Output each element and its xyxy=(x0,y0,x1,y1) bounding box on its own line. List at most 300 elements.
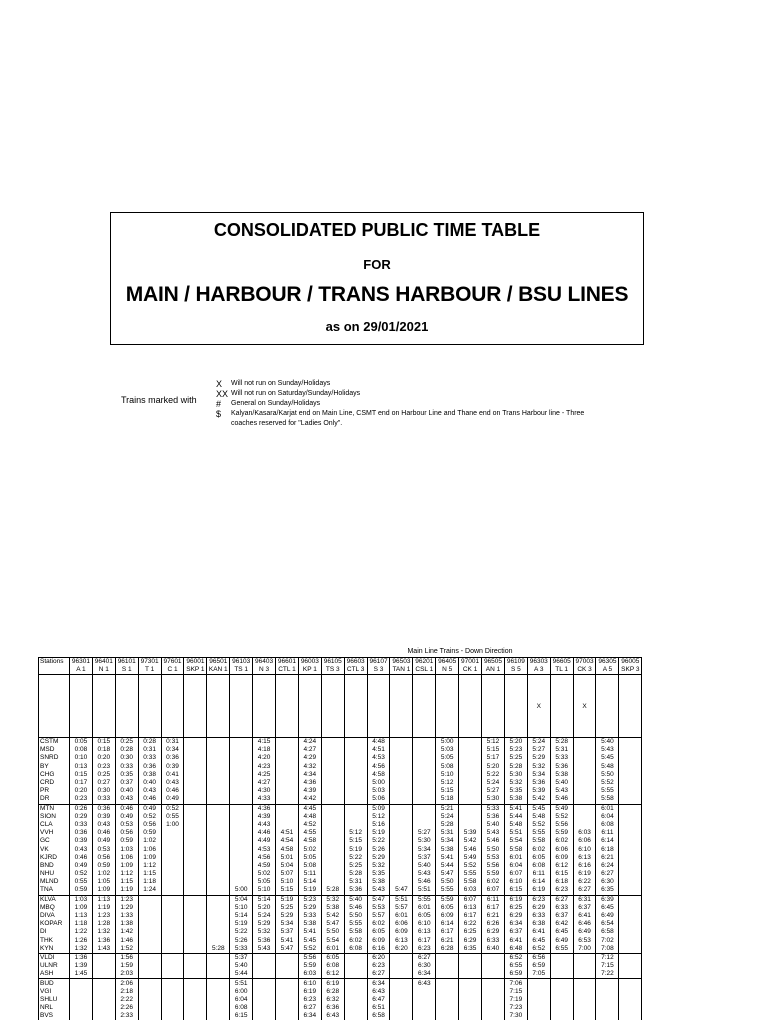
train-code: S 3 xyxy=(367,666,390,675)
time-cell: 0:30 xyxy=(115,754,138,762)
time-cell: 5:38 xyxy=(321,904,344,912)
time-cell: 5:20 xyxy=(482,763,505,771)
time-cell xyxy=(344,962,367,970)
time-cell xyxy=(459,996,482,1004)
time-cell xyxy=(344,953,367,962)
time-cell: 4:48 xyxy=(298,813,321,821)
time-cell: 5:14 xyxy=(298,878,321,886)
time-cell: 5:57 xyxy=(367,912,390,920)
time-cell: 6:54 xyxy=(596,920,619,928)
time-cell: 6:12 xyxy=(550,862,573,870)
train-code: SKP 1 xyxy=(184,666,207,675)
time-cell: 0:10 xyxy=(70,754,93,762)
train-mark xyxy=(504,675,527,738)
time-cell: 6:48 xyxy=(504,945,527,954)
time-cell: 7:23 xyxy=(504,1004,527,1012)
time-cell xyxy=(413,771,436,779)
table-row xyxy=(39,787,642,795)
time-cell xyxy=(161,870,184,878)
time-cell xyxy=(344,754,367,762)
time-cell: 6:29 xyxy=(504,912,527,920)
time-cell: 6:11 xyxy=(527,870,550,878)
time-cell xyxy=(390,795,413,804)
time-cell: 6:10 xyxy=(504,878,527,886)
time-cell: 6:10 xyxy=(413,920,436,928)
time-cell xyxy=(207,804,230,813)
station-name: DR xyxy=(39,795,70,804)
table-row xyxy=(39,878,642,886)
train-code: A 1 xyxy=(70,666,93,675)
time-cell xyxy=(207,996,230,1004)
train-mark xyxy=(344,675,367,738)
table-row xyxy=(39,837,642,845)
time-cell xyxy=(413,779,436,787)
time-cell: 6:17 xyxy=(482,904,505,912)
time-cell: 5:48 xyxy=(504,821,527,829)
time-cell: 0:52 xyxy=(161,804,184,813)
time-cell: 0:46 xyxy=(161,787,184,795)
time-cell: 0:39 xyxy=(92,813,115,821)
time-cell xyxy=(138,928,161,936)
time-cell xyxy=(138,904,161,912)
time-cell xyxy=(390,787,413,795)
time-cell xyxy=(230,746,253,754)
time-cell xyxy=(482,988,505,996)
time-cell: 5:47 xyxy=(390,886,413,895)
time-cell: 5:03 xyxy=(367,787,390,795)
time-cell xyxy=(207,821,230,829)
time-cell: 5:40 xyxy=(596,738,619,747)
time-cell: 5:55 xyxy=(413,895,436,904)
time-cell: 6:01 xyxy=(321,945,344,954)
time-cell: 6:41 xyxy=(504,937,527,945)
time-cell: 4:48 xyxy=(367,738,390,747)
time-cell xyxy=(276,970,299,979)
time-cell: 0:20 xyxy=(92,754,115,762)
time-cell xyxy=(230,854,253,862)
time-cell: 5:54 xyxy=(504,837,527,845)
station-name: VK xyxy=(39,845,70,853)
time-cell xyxy=(92,979,115,988)
time-cell: 6:40 xyxy=(482,945,505,954)
time-cell: 6:31 xyxy=(573,895,596,904)
time-cell: 5:50 xyxy=(482,845,505,853)
time-cell: 5:38 xyxy=(436,845,459,853)
time-cell: 4:29 xyxy=(298,754,321,762)
time-cell: 5:38 xyxy=(504,795,527,804)
time-cell xyxy=(390,996,413,1004)
time-cell xyxy=(573,779,596,787)
time-cell: 0:49 xyxy=(92,837,115,845)
time-cell xyxy=(70,988,93,996)
train-code: TL 1 xyxy=(550,666,573,675)
legend-symbol: XX xyxy=(216,389,229,399)
time-cell xyxy=(161,904,184,912)
time-cell: 6:35 xyxy=(459,945,482,954)
time-cell xyxy=(230,862,253,870)
time-cell: 5:43 xyxy=(253,945,276,954)
time-cell: 5:52 xyxy=(550,813,573,821)
time-cell xyxy=(573,979,596,988)
time-cell: 6:06 xyxy=(550,845,573,853)
time-cell xyxy=(482,1004,505,1012)
time-cell xyxy=(550,1012,573,1020)
station-name: MSD xyxy=(39,746,70,754)
time-cell: 4:27 xyxy=(253,779,276,787)
time-cell: 5:36 xyxy=(527,779,550,787)
time-cell: 6:58 xyxy=(596,928,619,936)
train-mark xyxy=(298,675,321,738)
time-cell xyxy=(321,754,344,762)
time-cell xyxy=(573,738,596,747)
time-cell xyxy=(184,837,207,845)
time-cell: 1:09 xyxy=(115,862,138,870)
time-cell: 6:23 xyxy=(527,895,550,904)
time-cell xyxy=(207,845,230,853)
time-cell: 1:36 xyxy=(70,953,93,962)
time-cell: 5:28 xyxy=(504,763,527,771)
time-cell: 4:15 xyxy=(253,738,276,747)
time-cell: 5:10 xyxy=(230,904,253,912)
train-mark xyxy=(367,675,390,738)
time-cell: 5:55 xyxy=(436,886,459,895)
time-cell: 2:18 xyxy=(115,988,138,996)
train-code: CTL 3 xyxy=(344,666,367,675)
time-cell: 4:27 xyxy=(298,746,321,754)
time-cell xyxy=(184,928,207,936)
time-cell: 6:27 xyxy=(367,970,390,979)
time-cell: 5:28 xyxy=(344,870,367,878)
time-cell: 5:19 xyxy=(230,920,253,928)
time-cell: 5:52 xyxy=(527,821,550,829)
time-cell: 5:43 xyxy=(596,746,619,754)
time-cell: 6:23 xyxy=(367,962,390,970)
time-cell: 5:02 xyxy=(298,845,321,853)
time-cell xyxy=(459,787,482,795)
time-cell: 4:46 xyxy=(253,829,276,837)
time-cell xyxy=(390,837,413,845)
time-cell: 4:39 xyxy=(298,787,321,795)
time-cell xyxy=(527,1004,550,1012)
time-cell: 6:05 xyxy=(527,854,550,862)
time-cell: 5:59 xyxy=(550,829,573,837)
time-cell: 1:06 xyxy=(138,845,161,853)
train-mark xyxy=(390,675,413,738)
train-mark xyxy=(161,675,184,738)
time-cell xyxy=(619,928,642,936)
time-cell: 1:22 xyxy=(70,928,93,936)
time-cell: 5:50 xyxy=(344,912,367,920)
time-cell: 0:18 xyxy=(92,746,115,754)
time-cell: 5:38 xyxy=(367,878,390,886)
time-cell: 6:59 xyxy=(504,970,527,979)
time-cell xyxy=(184,895,207,904)
time-cell xyxy=(527,988,550,996)
time-cell: 5:55 xyxy=(344,920,367,928)
time-cell xyxy=(550,979,573,988)
time-cell: 5:26 xyxy=(230,937,253,945)
train-number: 96105 xyxy=(321,658,344,667)
time-cell xyxy=(482,1012,505,1020)
train-number: 96305 xyxy=(596,658,619,667)
time-cell: 6:04 xyxy=(504,862,527,870)
train-code: C 1 xyxy=(161,666,184,675)
time-cell: 5:32 xyxy=(504,779,527,787)
time-cell: 6:03 xyxy=(298,970,321,979)
legend-symbol: $ xyxy=(216,409,222,419)
time-cell xyxy=(390,979,413,988)
time-cell: 6:52 xyxy=(504,953,527,962)
time-cell: 5:50 xyxy=(596,771,619,779)
time-cell xyxy=(596,996,619,1004)
time-cell xyxy=(184,945,207,954)
time-cell xyxy=(619,912,642,920)
station-name: PR xyxy=(39,787,70,795)
time-cell xyxy=(619,996,642,1004)
table-row xyxy=(39,813,642,821)
time-cell xyxy=(92,970,115,979)
time-cell: 0:43 xyxy=(115,795,138,804)
time-cell: 0:39 xyxy=(161,763,184,771)
time-cell xyxy=(276,763,299,771)
time-cell: 1:02 xyxy=(92,870,115,878)
time-cell: 0:43 xyxy=(161,779,184,787)
time-cell: 5:37 xyxy=(413,854,436,862)
time-cell: 7:30 xyxy=(504,1012,527,1020)
time-cell: 6:01 xyxy=(390,912,413,920)
time-cell xyxy=(184,754,207,762)
time-cell xyxy=(184,854,207,862)
time-cell: 6:23 xyxy=(413,945,436,954)
time-cell: 7:08 xyxy=(596,945,619,954)
time-cell: 5:48 xyxy=(596,763,619,771)
time-cell: 5:46 xyxy=(413,878,436,886)
time-cell xyxy=(321,829,344,837)
table-row xyxy=(39,746,642,754)
time-cell: 0:29 xyxy=(70,813,93,821)
time-cell: 5:35 xyxy=(367,870,390,878)
time-cell: 6:07 xyxy=(504,870,527,878)
time-cell xyxy=(230,804,253,813)
legend-symbol: X xyxy=(216,379,223,389)
time-cell: 1:02 xyxy=(138,837,161,845)
time-cell: 5:36 xyxy=(482,813,505,821)
table-row xyxy=(39,821,642,829)
time-cell xyxy=(207,746,230,754)
time-cell: 5:37 xyxy=(276,928,299,936)
time-cell: 1:09 xyxy=(70,904,93,912)
time-cell: 6:32 xyxy=(321,996,344,1004)
time-cell: 5:32 xyxy=(367,862,390,870)
train-code: A 3 xyxy=(527,666,550,675)
table-row xyxy=(39,912,642,920)
time-cell xyxy=(344,787,367,795)
time-cell: 0:46 xyxy=(70,854,93,862)
table-row xyxy=(39,996,642,1004)
time-cell: 4:45 xyxy=(298,804,321,813)
time-cell xyxy=(596,988,619,996)
legend-item xyxy=(216,379,586,389)
time-cell xyxy=(276,962,299,970)
time-cell: 6:15 xyxy=(550,870,573,878)
time-cell: 6:53 xyxy=(573,937,596,945)
time-cell xyxy=(276,821,299,829)
time-cell xyxy=(459,962,482,970)
time-cell: 4:58 xyxy=(367,771,390,779)
time-cell: 5:15 xyxy=(276,886,299,895)
time-cell: 0:25 xyxy=(92,771,115,779)
time-cell xyxy=(459,746,482,754)
time-cell xyxy=(92,962,115,970)
time-cell: 6:18 xyxy=(596,845,619,853)
time-cell: 5:34 xyxy=(413,845,436,853)
time-cell: 5:51 xyxy=(504,829,527,837)
train-code: T 1 xyxy=(138,666,161,675)
time-cell: 6:42 xyxy=(550,920,573,928)
time-cell: 5:24 xyxy=(527,738,550,747)
time-cell: 5:11 xyxy=(298,870,321,878)
time-cell: 6:06 xyxy=(573,837,596,845)
time-cell: 6:27 xyxy=(413,953,436,962)
time-cell: 4:52 xyxy=(298,821,321,829)
train-number: 96405 xyxy=(436,658,459,667)
train-mark xyxy=(70,675,93,738)
time-cell xyxy=(459,779,482,787)
station-name: SHLU xyxy=(39,996,70,1004)
time-cell: 1:13 xyxy=(70,912,93,920)
time-cell: 5:03 xyxy=(436,746,459,754)
time-cell xyxy=(619,962,642,970)
time-cell xyxy=(413,1004,436,1012)
time-cell: 6:18 xyxy=(550,878,573,886)
time-cell xyxy=(207,904,230,912)
time-cell: 5:22 xyxy=(367,837,390,845)
time-cell xyxy=(207,912,230,920)
time-cell xyxy=(321,821,344,829)
time-cell xyxy=(619,886,642,895)
time-cell xyxy=(276,953,299,962)
time-cell: 1:38 xyxy=(115,920,138,928)
time-cell xyxy=(482,979,505,988)
time-cell: 6:49 xyxy=(596,912,619,920)
time-cell: 0:59 xyxy=(70,886,93,895)
train-number: 96005 xyxy=(619,658,642,667)
time-cell: 0:28 xyxy=(115,746,138,754)
station-name: VLDI xyxy=(39,953,70,962)
time-cell xyxy=(390,878,413,886)
time-cell: 7:02 xyxy=(596,937,619,945)
time-cell xyxy=(459,763,482,771)
time-cell: 5:23 xyxy=(298,895,321,904)
time-cell xyxy=(390,953,413,962)
time-cell xyxy=(413,821,436,829)
time-cell: 6:10 xyxy=(298,979,321,988)
time-cell: 5:24 xyxy=(253,912,276,920)
station-name: MLND xyxy=(39,878,70,886)
time-cell xyxy=(573,821,596,829)
time-cell: 6:35 xyxy=(596,886,619,895)
train-code: CSL 1 xyxy=(413,666,436,675)
train-mark xyxy=(253,675,276,738)
time-cell: 5:49 xyxy=(550,804,573,813)
table-row xyxy=(39,953,642,962)
time-cell: 6:29 xyxy=(459,937,482,945)
time-cell xyxy=(207,870,230,878)
time-cell: 6:21 xyxy=(482,912,505,920)
time-cell: 0:23 xyxy=(70,795,93,804)
time-cell: 1:56 xyxy=(115,953,138,962)
time-cell: 6:05 xyxy=(321,953,344,962)
time-cell xyxy=(207,1012,230,1020)
time-cell xyxy=(276,1012,299,1020)
time-cell: 1:06 xyxy=(115,854,138,862)
time-cell: 5:33 xyxy=(230,945,253,954)
time-cell xyxy=(619,1012,642,1020)
train-number: 97601 xyxy=(161,658,184,667)
table-row xyxy=(39,937,642,945)
time-cell: 4:43 xyxy=(253,821,276,829)
time-cell xyxy=(230,829,253,837)
time-cell: 0:37 xyxy=(115,779,138,787)
time-cell: 4:56 xyxy=(253,854,276,862)
time-cell: 5:29 xyxy=(276,912,299,920)
time-cell xyxy=(253,953,276,962)
train-code: TAN 1 xyxy=(390,666,413,675)
time-cell: 6:19 xyxy=(527,886,550,895)
time-cell xyxy=(138,895,161,904)
time-cell: 1:24 xyxy=(138,886,161,895)
time-cell: 4:56 xyxy=(367,763,390,771)
time-cell: 6:21 xyxy=(596,854,619,862)
train-code: TS 1 xyxy=(230,666,253,675)
time-cell: 0:55 xyxy=(70,878,93,886)
time-cell xyxy=(138,1012,161,1020)
time-cell: 6:05 xyxy=(367,928,390,936)
time-cell xyxy=(207,771,230,779)
time-cell xyxy=(619,821,642,829)
time-cell: 0:43 xyxy=(138,787,161,795)
time-cell: 6:27 xyxy=(298,1004,321,1012)
time-cell: 6:09 xyxy=(367,937,390,945)
time-cell: 5:53 xyxy=(482,854,505,862)
table-row xyxy=(39,738,642,747)
train-mark xyxy=(413,675,436,738)
time-cell: 5:44 xyxy=(230,970,253,979)
time-cell: 0:40 xyxy=(115,787,138,795)
timetable-wrapper xyxy=(38,657,768,1024)
time-cell xyxy=(619,988,642,996)
time-cell xyxy=(207,928,230,936)
time-cell: 4:51 xyxy=(276,829,299,837)
time-cell: 0:46 xyxy=(138,795,161,804)
time-cell xyxy=(161,962,184,970)
time-cell xyxy=(184,821,207,829)
time-cell: 1:12 xyxy=(115,870,138,878)
time-cell: 5:04 xyxy=(276,862,299,870)
time-cell: 4:25 xyxy=(253,771,276,779)
time-cell: 6:00 xyxy=(230,988,253,996)
time-cell: 0:33 xyxy=(138,754,161,762)
time-cell: 5:20 xyxy=(253,904,276,912)
time-cell: 0:31 xyxy=(161,738,184,747)
time-cell: 2:33 xyxy=(115,1012,138,1020)
time-cell xyxy=(390,1004,413,1012)
time-cell xyxy=(70,1012,93,1020)
time-cell: 0:33 xyxy=(70,821,93,829)
stations-header-blank xyxy=(39,675,70,738)
time-cell xyxy=(253,1004,276,1012)
time-cell: 6:04 xyxy=(596,813,619,821)
